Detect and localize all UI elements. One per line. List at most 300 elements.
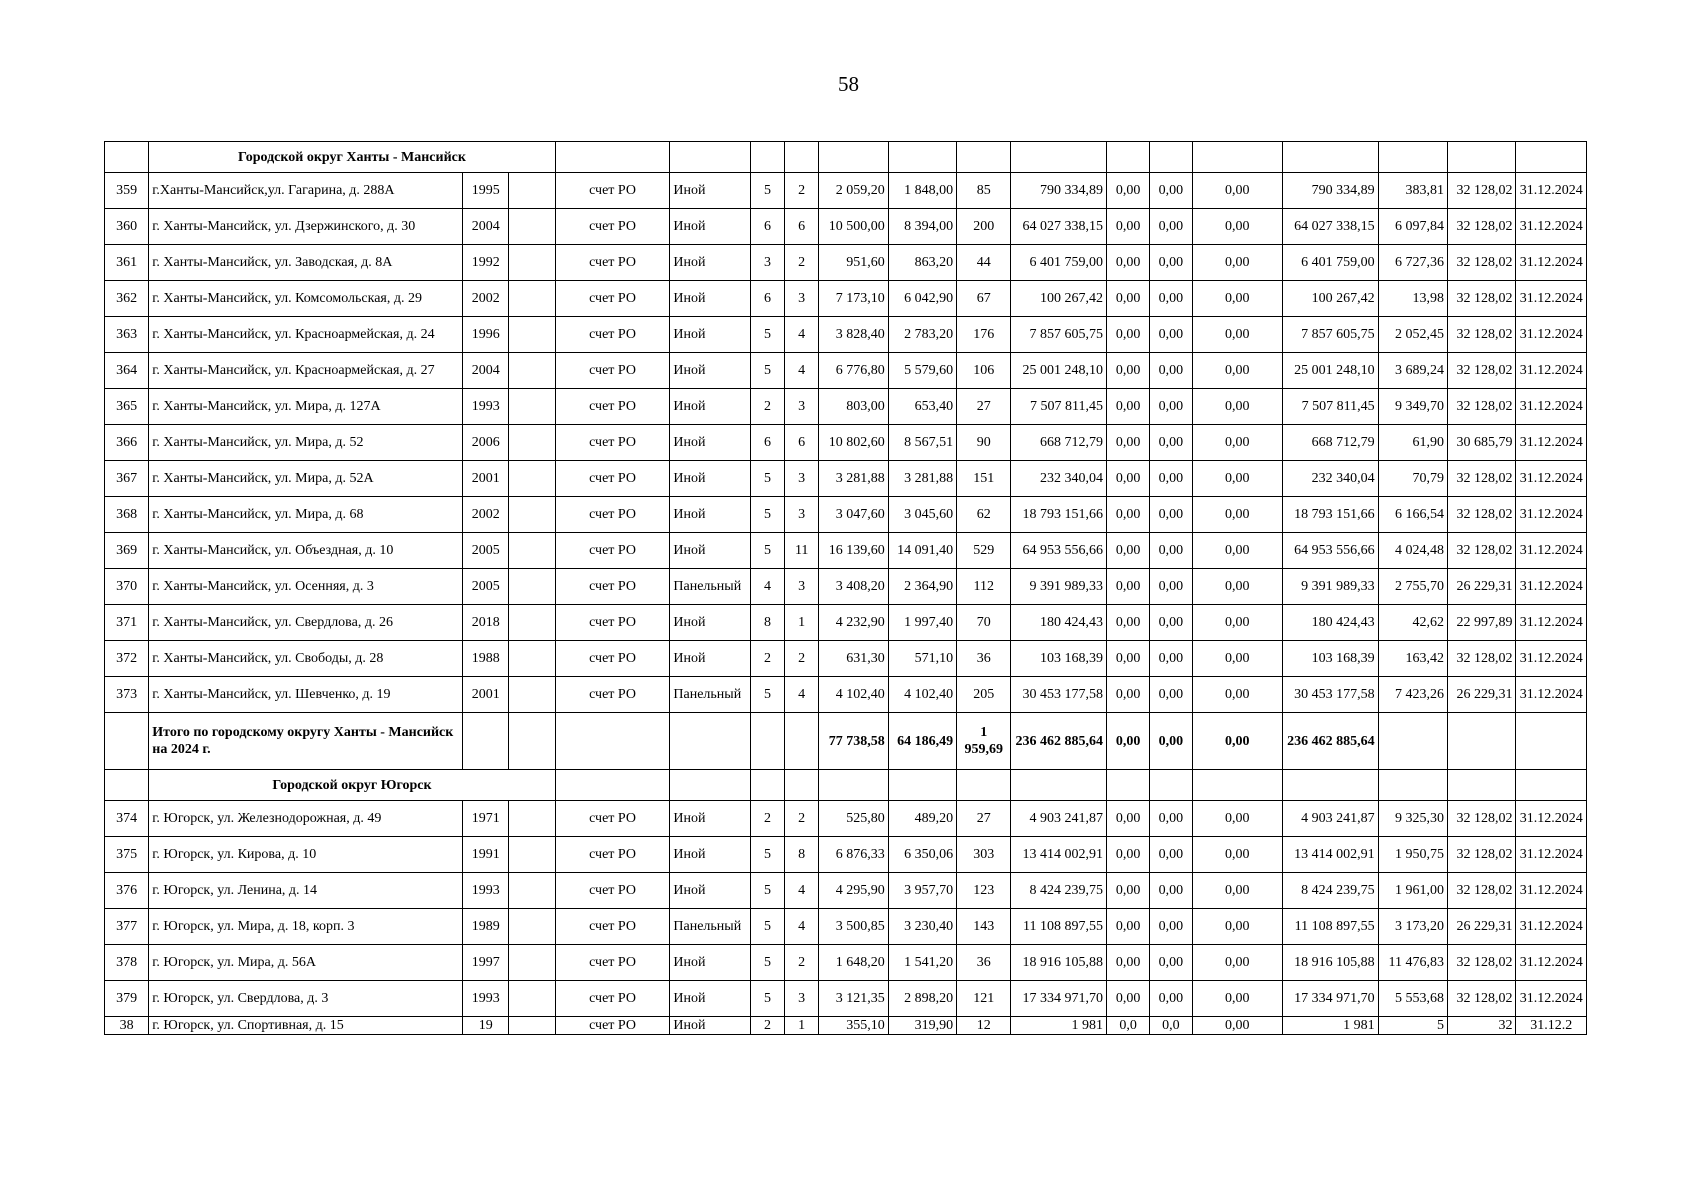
wall-material-cell: Иной bbox=[670, 497, 750, 533]
owners-funds-cell: 17 334 971,70 bbox=[1283, 981, 1379, 1017]
cell-empty bbox=[785, 713, 819, 770]
row-number: 377 bbox=[105, 909, 149, 945]
floors-cell: 2 bbox=[750, 1017, 784, 1035]
unit-cost-cell: 9 325,30 bbox=[1378, 801, 1447, 837]
fund2-cell: 0,00 bbox=[1150, 461, 1192, 497]
cell-empty bbox=[105, 770, 149, 801]
address-cell: г. Ханты-Мансийск, ул. Мира, д. 127А bbox=[149, 389, 463, 425]
cost-cell: 64 953 556,66 bbox=[1011, 533, 1107, 569]
date-cell: 31.12.2024 bbox=[1516, 281, 1587, 317]
cell-empty bbox=[888, 770, 956, 801]
limit-cost-cell: 32 128,02 bbox=[1448, 837, 1516, 873]
cell-empty bbox=[1150, 770, 1192, 801]
limit-cost-cell: 32 128,02 bbox=[1448, 981, 1516, 1017]
fund2-cell: 0,00 bbox=[1150, 353, 1192, 389]
floors-cell: 5 bbox=[750, 461, 784, 497]
payment-method-cell: счет РО bbox=[555, 605, 670, 641]
cell-empty bbox=[509, 677, 555, 713]
cell-empty bbox=[1448, 770, 1516, 801]
fund2-cell: 0,00 bbox=[1150, 981, 1192, 1017]
table-row bbox=[105, 281, 1587, 317]
address-cell: г. Югорск, ул. Ленина, д. 14 bbox=[149, 873, 463, 909]
year-cell: 1996 bbox=[463, 317, 509, 353]
owners-funds-cell: 64 953 556,66 bbox=[1283, 533, 1379, 569]
living-area-cell: 2 364,90 bbox=[888, 569, 956, 605]
limit-cost-cell: 32 128,02 bbox=[1448, 533, 1516, 569]
payment-method-cell: счет РО bbox=[555, 837, 670, 873]
wall-material-cell: Панельный bbox=[670, 677, 750, 713]
floors-cell: 3 bbox=[750, 245, 784, 281]
fund3-cell: 0,00 bbox=[1192, 317, 1283, 353]
date-cell: 31.12.2024 bbox=[1516, 677, 1587, 713]
fund2-cell: 0,00 bbox=[1150, 641, 1192, 677]
date-cell: 31.12.2024 bbox=[1516, 945, 1587, 981]
payment-method-cell: счет РО bbox=[555, 245, 670, 281]
address-cell: г. Югорск, ул. Спортивная, д. 15 bbox=[149, 1017, 463, 1035]
table-row bbox=[105, 461, 1587, 497]
cell-empty bbox=[1378, 713, 1447, 770]
fund2-cell: 0,00 bbox=[1150, 245, 1192, 281]
row-number: 38 bbox=[105, 1017, 149, 1035]
date-cell: 31.12.2024 bbox=[1516, 909, 1587, 945]
residents-cell: 36 bbox=[957, 641, 1011, 677]
cell-empty bbox=[509, 425, 555, 461]
residents-cell: 121 bbox=[957, 981, 1011, 1017]
cell-empty bbox=[750, 713, 784, 770]
residents-cell: 112 bbox=[957, 569, 1011, 605]
fund1-cell: 0,00 bbox=[1107, 837, 1150, 873]
entrances-cell: 3 bbox=[785, 461, 819, 497]
table-row bbox=[105, 497, 1587, 533]
cost-cell: 790 334,89 bbox=[1011, 173, 1107, 209]
cell-empty bbox=[463, 713, 509, 770]
fund3-cell: 0,00 bbox=[1192, 605, 1283, 641]
cell-empty bbox=[509, 713, 555, 770]
fund3-cell: 0,00 bbox=[1192, 173, 1283, 209]
year-cell: 2005 bbox=[463, 569, 509, 605]
wall-material-cell: Иной bbox=[670, 461, 750, 497]
residents-cell: 44 bbox=[957, 245, 1011, 281]
entrances-cell: 4 bbox=[785, 353, 819, 389]
living-area-cell: 3 281,88 bbox=[888, 461, 956, 497]
limit-cost-cell: 32 128,02 bbox=[1448, 641, 1516, 677]
owners-funds-cell: 8 424 239,75 bbox=[1283, 873, 1379, 909]
table-row bbox=[105, 209, 1587, 245]
fund2-cell: 0,00 bbox=[1150, 389, 1192, 425]
row-number: 374 bbox=[105, 801, 149, 837]
limit-cost-cell: 32 bbox=[1448, 1017, 1516, 1035]
fund1-cell: 0,00 bbox=[1107, 173, 1150, 209]
row-number: 368 bbox=[105, 497, 149, 533]
cell-empty bbox=[509, 317, 555, 353]
unit-cost-cell: 5 553,68 bbox=[1378, 981, 1447, 1017]
wall-material-cell: Иной bbox=[670, 209, 750, 245]
cell-empty bbox=[509, 981, 555, 1017]
table-row bbox=[105, 533, 1587, 569]
cell-empty bbox=[509, 909, 555, 945]
unit-cost-cell: 163,42 bbox=[1378, 641, 1447, 677]
cell-empty bbox=[509, 497, 555, 533]
payment-method-cell: счет РО bbox=[555, 353, 670, 389]
cell-empty bbox=[1516, 142, 1587, 173]
payment-method-cell: счет РО bbox=[555, 209, 670, 245]
cell-empty bbox=[509, 245, 555, 281]
wall-material-cell: Иной bbox=[670, 389, 750, 425]
row-number: 367 bbox=[105, 461, 149, 497]
entrances-cell: 4 bbox=[785, 909, 819, 945]
row-number: 359 bbox=[105, 173, 149, 209]
residents-cell: 143 bbox=[957, 909, 1011, 945]
cell-empty bbox=[509, 173, 555, 209]
total-area-cell: 3 408,20 bbox=[819, 569, 888, 605]
cell-empty bbox=[819, 770, 888, 801]
residents-cell: 12 bbox=[957, 1017, 1011, 1035]
owners-funds-cell: 13 414 002,91 bbox=[1283, 837, 1379, 873]
fund1-cell: 0,00 bbox=[1107, 497, 1150, 533]
fund1-cell: 0,00 bbox=[1107, 945, 1150, 981]
payment-method-cell: счет РО bbox=[555, 909, 670, 945]
limit-cost-cell: 32 128,02 bbox=[1448, 497, 1516, 533]
entrances-cell: 3 bbox=[785, 389, 819, 425]
floors-cell: 5 bbox=[750, 909, 784, 945]
cost-cell: 25 001 248,10 bbox=[1011, 353, 1107, 389]
address-cell: г. Ханты-Мансийск, ул. Комсомольская, д. 29 bbox=[149, 281, 463, 317]
floors-cell: 6 bbox=[750, 209, 784, 245]
fund3-cell: 0,00 bbox=[1192, 533, 1283, 569]
fund1-sum: 0,00 bbox=[1107, 713, 1150, 770]
wall-material-cell: Иной bbox=[670, 801, 750, 837]
cell-empty bbox=[1150, 142, 1192, 173]
fund1-cell: 0,00 bbox=[1107, 677, 1150, 713]
date-cell: 31.12.2024 bbox=[1516, 461, 1587, 497]
payment-method-cell: счет РО bbox=[555, 425, 670, 461]
unit-cost-cell: 6 166,54 bbox=[1378, 497, 1447, 533]
fund1-cell: 0,00 bbox=[1107, 641, 1150, 677]
buildings-table bbox=[104, 141, 1587, 1035]
cell-empty bbox=[1107, 142, 1150, 173]
residents-cell: 200 bbox=[957, 209, 1011, 245]
unit-cost-cell: 61,90 bbox=[1378, 425, 1447, 461]
row-number: 361 bbox=[105, 245, 149, 281]
payment-method-cell: счет РО bbox=[555, 945, 670, 981]
floors-cell: 5 bbox=[750, 317, 784, 353]
owners-funds-cell: 790 334,89 bbox=[1283, 173, 1379, 209]
unit-cost-cell: 2 052,45 bbox=[1378, 317, 1447, 353]
table-row bbox=[105, 317, 1587, 353]
total-area-cell: 3 828,40 bbox=[819, 317, 888, 353]
fund3-cell: 0,00 bbox=[1192, 245, 1283, 281]
residents-cell: 303 bbox=[957, 837, 1011, 873]
date-cell: 31.12.2024 bbox=[1516, 641, 1587, 677]
residents-cell: 176 bbox=[957, 317, 1011, 353]
unit-cost-cell: 70,79 bbox=[1378, 461, 1447, 497]
cost-cell: 18 793 151,66 bbox=[1011, 497, 1107, 533]
fund2-cell: 0,00 bbox=[1150, 605, 1192, 641]
fund2-cell: 0,00 bbox=[1150, 837, 1192, 873]
limit-cost-cell: 32 128,02 bbox=[1448, 281, 1516, 317]
fund3-cell: 0,00 bbox=[1192, 1017, 1283, 1035]
limit-cost-cell: 32 128,02 bbox=[1448, 389, 1516, 425]
cell-empty bbox=[509, 801, 555, 837]
fund1-cell: 0,00 bbox=[1107, 389, 1150, 425]
fund2-cell: 0,00 bbox=[1150, 801, 1192, 837]
fund3-cell: 0,00 bbox=[1192, 945, 1283, 981]
address-cell: г. Ханты-Мансийск, ул. Заводская, д. 8А bbox=[149, 245, 463, 281]
floors-cell: 2 bbox=[750, 641, 784, 677]
wall-material-cell: Панельный bbox=[670, 909, 750, 945]
limit-cost-cell: 32 128,02 bbox=[1448, 353, 1516, 389]
owners-funds-cell: 232 340,04 bbox=[1283, 461, 1379, 497]
payment-method-cell: счет РО bbox=[555, 641, 670, 677]
cell-empty bbox=[509, 389, 555, 425]
living-area-cell: 571,10 bbox=[888, 641, 956, 677]
table-row bbox=[105, 173, 1587, 209]
fund1-cell: 0,00 bbox=[1107, 245, 1150, 281]
limit-cost-cell: 32 128,02 bbox=[1448, 173, 1516, 209]
fund2-cell: 0,0 bbox=[1150, 1017, 1192, 1035]
date-cell: 31.12.2024 bbox=[1516, 497, 1587, 533]
wall-material-cell: Панельный bbox=[670, 569, 750, 605]
fund1-cell: 0,0 bbox=[1107, 1017, 1150, 1035]
floors-cell: 8 bbox=[750, 605, 784, 641]
unit-cost-cell: 13,98 bbox=[1378, 281, 1447, 317]
cell-empty bbox=[1011, 770, 1107, 801]
date-cell: 31.12.2024 bbox=[1516, 837, 1587, 873]
cell-empty bbox=[888, 142, 956, 173]
residents-cell: 85 bbox=[957, 173, 1011, 209]
entrances-cell: 2 bbox=[785, 173, 819, 209]
limit-cost-cell: 32 128,02 bbox=[1448, 245, 1516, 281]
year-cell: 2002 bbox=[463, 497, 509, 533]
entrances-cell: 3 bbox=[785, 981, 819, 1017]
entrances-cell: 3 bbox=[785, 569, 819, 605]
cell-empty bbox=[1283, 770, 1379, 801]
cost-sum: 236 462 885,64 bbox=[1011, 713, 1107, 770]
owners-funds-sum: 236 462 885,64 bbox=[1283, 713, 1379, 770]
year-cell: 19 bbox=[463, 1017, 509, 1035]
entrances-cell: 3 bbox=[785, 497, 819, 533]
row-number: 360 bbox=[105, 209, 149, 245]
section-header-row bbox=[105, 142, 1587, 173]
cell-empty bbox=[1192, 142, 1283, 173]
address-cell: г. Ханты-Мансийск, ул. Объездная, д. 10 bbox=[149, 533, 463, 569]
floors-cell: 5 bbox=[750, 837, 784, 873]
floors-cell: 5 bbox=[750, 981, 784, 1017]
owners-funds-cell: 25 001 248,10 bbox=[1283, 353, 1379, 389]
wall-material-cell: Иной bbox=[670, 605, 750, 641]
unit-cost-cell: 1 950,75 bbox=[1378, 837, 1447, 873]
payment-method-cell: счет РО bbox=[555, 389, 670, 425]
unit-cost-cell: 383,81 bbox=[1378, 173, 1447, 209]
wall-material-cell: Иной bbox=[670, 425, 750, 461]
living-area-cell: 2 898,20 bbox=[888, 981, 956, 1017]
total-area-cell: 3 500,85 bbox=[819, 909, 888, 945]
table-row bbox=[105, 353, 1587, 389]
residents-cell: 27 bbox=[957, 801, 1011, 837]
date-cell: 31.12.2024 bbox=[1516, 569, 1587, 605]
floors-cell: 5 bbox=[750, 353, 784, 389]
cost-cell: 18 916 105,88 bbox=[1011, 945, 1107, 981]
cell-empty bbox=[509, 641, 555, 677]
entrances-cell: 2 bbox=[785, 945, 819, 981]
wall-material-cell: Иной bbox=[670, 837, 750, 873]
cell-empty bbox=[509, 533, 555, 569]
owners-funds-cell: 30 453 177,58 bbox=[1283, 677, 1379, 713]
date-cell: 31.12.2024 bbox=[1516, 389, 1587, 425]
limit-cost-cell: 32 128,02 bbox=[1448, 317, 1516, 353]
row-number: 362 bbox=[105, 281, 149, 317]
fund2-cell: 0,00 bbox=[1150, 497, 1192, 533]
floors-cell: 5 bbox=[750, 945, 784, 981]
total-area-cell: 10 500,00 bbox=[819, 209, 888, 245]
living-area-cell: 1 848,00 bbox=[888, 173, 956, 209]
address-cell: г. Ханты-Мансийск, ул. Красноармейская, д. 24 bbox=[149, 317, 463, 353]
table-row bbox=[105, 981, 1587, 1017]
year-cell: 1991 bbox=[463, 837, 509, 873]
total-area-cell: 2 059,20 bbox=[819, 173, 888, 209]
owners-funds-cell: 64 027 338,15 bbox=[1283, 209, 1379, 245]
living-area-cell: 8 394,00 bbox=[888, 209, 956, 245]
owners-funds-cell: 103 168,39 bbox=[1283, 641, 1379, 677]
cell-empty bbox=[785, 770, 819, 801]
fund1-cell: 0,00 bbox=[1107, 281, 1150, 317]
cell-empty bbox=[750, 142, 784, 173]
total-area-cell: 355,10 bbox=[819, 1017, 888, 1035]
table-row bbox=[105, 1017, 1587, 1035]
cell-empty bbox=[1516, 770, 1587, 801]
total-area-cell: 4 295,90 bbox=[819, 873, 888, 909]
fund3-cell: 0,00 bbox=[1192, 353, 1283, 389]
payment-method-cell: счет РО bbox=[555, 677, 670, 713]
row-number: 366 bbox=[105, 425, 149, 461]
cost-cell: 9 391 989,33 bbox=[1011, 569, 1107, 605]
cell-empty bbox=[1107, 770, 1150, 801]
fund3-cell: 0,00 bbox=[1192, 209, 1283, 245]
cost-cell: 1 981 bbox=[1011, 1017, 1107, 1035]
cost-cell: 232 340,04 bbox=[1011, 461, 1107, 497]
total-area-cell: 10 802,60 bbox=[819, 425, 888, 461]
owners-funds-cell: 100 267,42 bbox=[1283, 281, 1379, 317]
payment-method-cell: счет РО bbox=[555, 317, 670, 353]
fund2-cell: 0,00 bbox=[1150, 677, 1192, 713]
date-cell: 31.12.2024 bbox=[1516, 533, 1587, 569]
section-header-row bbox=[105, 770, 1587, 801]
floors-cell: 2 bbox=[750, 801, 784, 837]
cell-empty bbox=[509, 837, 555, 873]
owners-funds-cell: 18 916 105,88 bbox=[1283, 945, 1379, 981]
entrances-cell: 1 bbox=[785, 1017, 819, 1035]
cost-cell: 8 424 239,75 bbox=[1011, 873, 1107, 909]
date-cell: 31.12.2024 bbox=[1516, 317, 1587, 353]
fund3-cell: 0,00 bbox=[1192, 497, 1283, 533]
year-cell: 2005 bbox=[463, 533, 509, 569]
payment-method-cell: счет РО bbox=[555, 281, 670, 317]
total-label: Итого по городскому округу Ханты - Мансийск на 2024 г. bbox=[149, 713, 463, 770]
total-area-cell: 4 102,40 bbox=[819, 677, 888, 713]
limit-cost-cell: 30 685,79 bbox=[1448, 425, 1516, 461]
living-area-cell: 4 102,40 bbox=[888, 677, 956, 713]
limit-cost-cell: 32 128,02 bbox=[1448, 801, 1516, 837]
wall-material-cell: Иной bbox=[670, 641, 750, 677]
limit-cost-cell: 26 229,31 bbox=[1448, 909, 1516, 945]
fund1-cell: 0,00 bbox=[1107, 353, 1150, 389]
owners-funds-cell: 6 401 759,00 bbox=[1283, 245, 1379, 281]
payment-method-cell: счет РО bbox=[555, 497, 670, 533]
wall-material-cell: Иной bbox=[670, 981, 750, 1017]
row-number: 379 bbox=[105, 981, 149, 1017]
date-cell: 31.12.2024 bbox=[1516, 605, 1587, 641]
cell-empty bbox=[1448, 142, 1516, 173]
year-cell: 1989 bbox=[463, 909, 509, 945]
date-cell: 31.12.2024 bbox=[1516, 873, 1587, 909]
unit-cost-cell: 5 bbox=[1378, 1017, 1447, 1035]
cell-empty bbox=[819, 142, 888, 173]
fund3-cell: 0,00 bbox=[1192, 837, 1283, 873]
date-cell: 31.12.2024 bbox=[1516, 245, 1587, 281]
address-cell: г. Ханты-Мансийск, ул. Свободы, д. 28 bbox=[149, 641, 463, 677]
wall-material-cell: Иной bbox=[670, 173, 750, 209]
fund2-cell: 0,00 bbox=[1150, 533, 1192, 569]
fund1-cell: 0,00 bbox=[1107, 605, 1150, 641]
floors-cell: 5 bbox=[750, 497, 784, 533]
wall-material-cell: Иной bbox=[670, 873, 750, 909]
total-area-cell: 1 648,20 bbox=[819, 945, 888, 981]
fund1-cell: 0,00 bbox=[1107, 873, 1150, 909]
address-cell: г. Югорск, ул. Железнодорожная, д. 49 bbox=[149, 801, 463, 837]
floors-cell: 5 bbox=[750, 873, 784, 909]
cell-empty bbox=[1283, 142, 1379, 173]
cost-cell: 7 507 811,45 bbox=[1011, 389, 1107, 425]
cell-empty bbox=[509, 1017, 555, 1035]
payment-method-cell: счет РО bbox=[555, 873, 670, 909]
cell-empty bbox=[670, 713, 750, 770]
year-cell: 1992 bbox=[463, 245, 509, 281]
entrances-cell: 4 bbox=[785, 873, 819, 909]
cell-empty bbox=[1448, 713, 1516, 770]
wall-material-cell: Иной bbox=[670, 945, 750, 981]
living-area-cell: 14 091,40 bbox=[888, 533, 956, 569]
fund3-cell: 0,00 bbox=[1192, 389, 1283, 425]
entrances-cell: 6 bbox=[785, 425, 819, 461]
cell-empty bbox=[509, 569, 555, 605]
row-number: 369 bbox=[105, 533, 149, 569]
total-area-cell: 803,00 bbox=[819, 389, 888, 425]
floors-cell: 5 bbox=[750, 677, 784, 713]
fund2-sum: 0,00 bbox=[1150, 713, 1192, 770]
cell-empty bbox=[670, 770, 750, 801]
cell-empty bbox=[509, 873, 555, 909]
cost-cell: 180 424,43 bbox=[1011, 605, 1107, 641]
entrances-cell: 2 bbox=[785, 245, 819, 281]
fund3-cell: 0,00 bbox=[1192, 873, 1283, 909]
table-row bbox=[105, 605, 1587, 641]
limit-cost-cell: 32 128,02 bbox=[1448, 209, 1516, 245]
row-number: 370 bbox=[105, 569, 149, 605]
fund1-cell: 0,00 bbox=[1107, 209, 1150, 245]
payment-method-cell: счет РО bbox=[555, 1017, 670, 1035]
row-number: 364 bbox=[105, 353, 149, 389]
table-row bbox=[105, 909, 1587, 945]
unit-cost-cell: 4 024,48 bbox=[1378, 533, 1447, 569]
total-area-cell: 6 876,33 bbox=[819, 837, 888, 873]
year-cell: 2004 bbox=[463, 353, 509, 389]
total-area-cell: 4 232,90 bbox=[819, 605, 888, 641]
cell-empty bbox=[509, 281, 555, 317]
total-area-cell: 7 173,10 bbox=[819, 281, 888, 317]
cell-empty bbox=[105, 713, 149, 770]
address-cell: г. Ханты-Мансийск, ул. Осенняя, д. 3 bbox=[149, 569, 463, 605]
cell-empty bbox=[1378, 142, 1447, 173]
